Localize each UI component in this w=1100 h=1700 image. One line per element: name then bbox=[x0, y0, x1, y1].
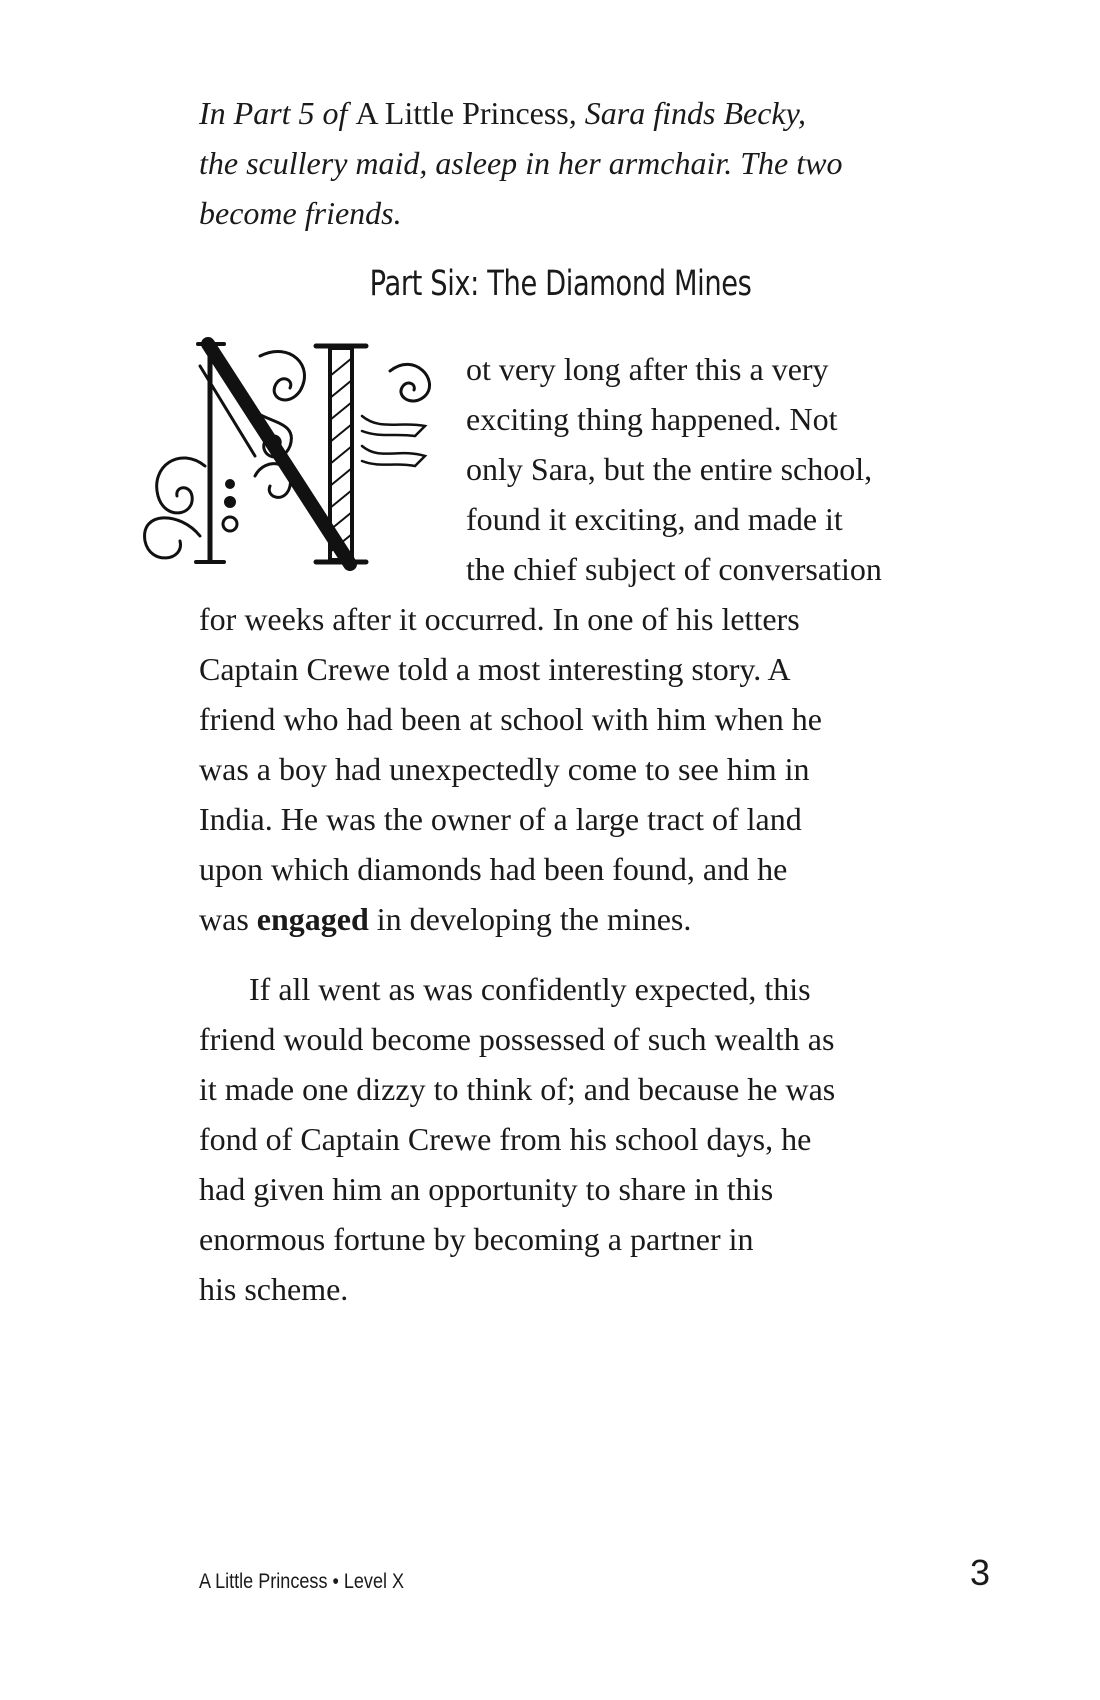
intro-line3: become friends. bbox=[199, 195, 402, 231]
text-line: found it exciting, and made it bbox=[466, 501, 843, 537]
text-segment: in developing the mines. bbox=[368, 901, 692, 937]
text-line: ot very long after this a very bbox=[466, 351, 829, 387]
paragraph1-body bbox=[199, 594, 999, 944]
text-line: exciting thing happened. Not bbox=[466, 401, 838, 437]
intro-line2: the scullery maid, asleep in her armchair. The two bbox=[199, 145, 843, 181]
chapter-heading: Part Six: The Diamond Mines bbox=[369, 264, 752, 304]
text-line: his scheme. bbox=[199, 1271, 349, 1307]
text-line: friend who had been at school with him when he bbox=[199, 701, 822, 737]
text-line: it made one dizzy to think of; and because he was bbox=[199, 1071, 836, 1107]
paragraph2 bbox=[199, 964, 999, 1314]
intro-part2: , Sara finds Becky, bbox=[568, 95, 807, 131]
intro-summary bbox=[199, 88, 979, 238]
text-line: If all went as was confidently expected, this bbox=[249, 971, 811, 1007]
footer-book-level: A Little Princess • Level X bbox=[199, 1570, 405, 1593]
intro-book-title: A Little Princess bbox=[355, 95, 569, 131]
text-line: India. He was the owner of a large tract of land bbox=[199, 801, 802, 837]
text-line-last bbox=[199, 894, 999, 944]
text-segment: was bbox=[199, 901, 257, 937]
text-line: enormous fortune by becoming a partner in bbox=[199, 1221, 754, 1257]
text-line: for weeks after it occurred. In one of his letters bbox=[199, 601, 800, 637]
drop-cap-ornament bbox=[140, 336, 450, 581]
text-line: the chief subject of conversation bbox=[466, 551, 882, 587]
text-line: upon which diamonds had been found, and he bbox=[199, 851, 788, 887]
text-line: had given him an opportunity to share in this bbox=[199, 1171, 774, 1207]
text-line: only Sara, but the entire school, bbox=[466, 451, 873, 487]
text-line: was a boy had unexpectedly come to see him in bbox=[199, 751, 810, 787]
page-number: 3 bbox=[970, 1552, 991, 1593]
vocabulary-word: engaged bbox=[256, 901, 369, 937]
text-line: Captain Crewe told a most interesting story. A bbox=[199, 651, 791, 687]
text-line: fond of Captain Crewe from his school days, he bbox=[199, 1121, 812, 1157]
paragraph1-wrapped bbox=[466, 344, 986, 594]
intro-part1: In Part 5 of bbox=[199, 95, 356, 131]
text-line: friend would become possessed of such wealth as bbox=[199, 1021, 835, 1057]
